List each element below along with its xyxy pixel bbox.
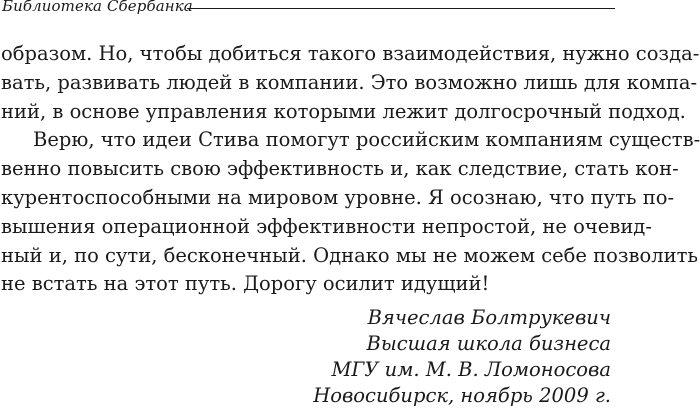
running-header: Библиотека Сбербанка	[2, 0, 193, 15]
paragraph-2	[1, 126, 700, 299]
author-name: Вячеслав Болтрукевич	[367, 306, 611, 329]
author-organization: Высшая школа бизнеса	[366, 332, 611, 355]
author-university: МГУ им. М. В. Ломоносова	[331, 358, 611, 381]
text-line: курентоспособными на мировом уровне. Я осознаю, что путь по-	[1, 185, 675, 209]
text-line: венно повысить свою эффективность и, как следствие, стать кон-	[1, 157, 679, 181]
text-line: не встать на этот путь. Дорогу осилит идущий!	[1, 272, 490, 296]
text-line: ный и, по сути, бесконечный. Однако мы не можем себе позволить	[1, 243, 699, 267]
signature-block	[313, 305, 611, 409]
text-line: вать, развивать людей в компании. Это возможно лишь для компа-	[1, 70, 698, 94]
body-text	[1, 40, 700, 299]
text-line: вышения операционной эффективности непростой, не очевид-	[1, 214, 652, 238]
place-and-date: Новосибирск, ноябрь 2009 г.	[313, 384, 611, 407]
paragraph-1	[1, 40, 700, 126]
text-line: Верю, что идеи Стива помогут российским компаниям существ-	[33, 128, 700, 152]
header-rule	[187, 8, 615, 9]
text-line: ний, в основе управления которыми лежит долгосрочный подход.	[1, 99, 686, 123]
text-line: образом. Но, чтобы добиться такого взаимодействия, нужно созда-	[1, 42, 700, 65]
